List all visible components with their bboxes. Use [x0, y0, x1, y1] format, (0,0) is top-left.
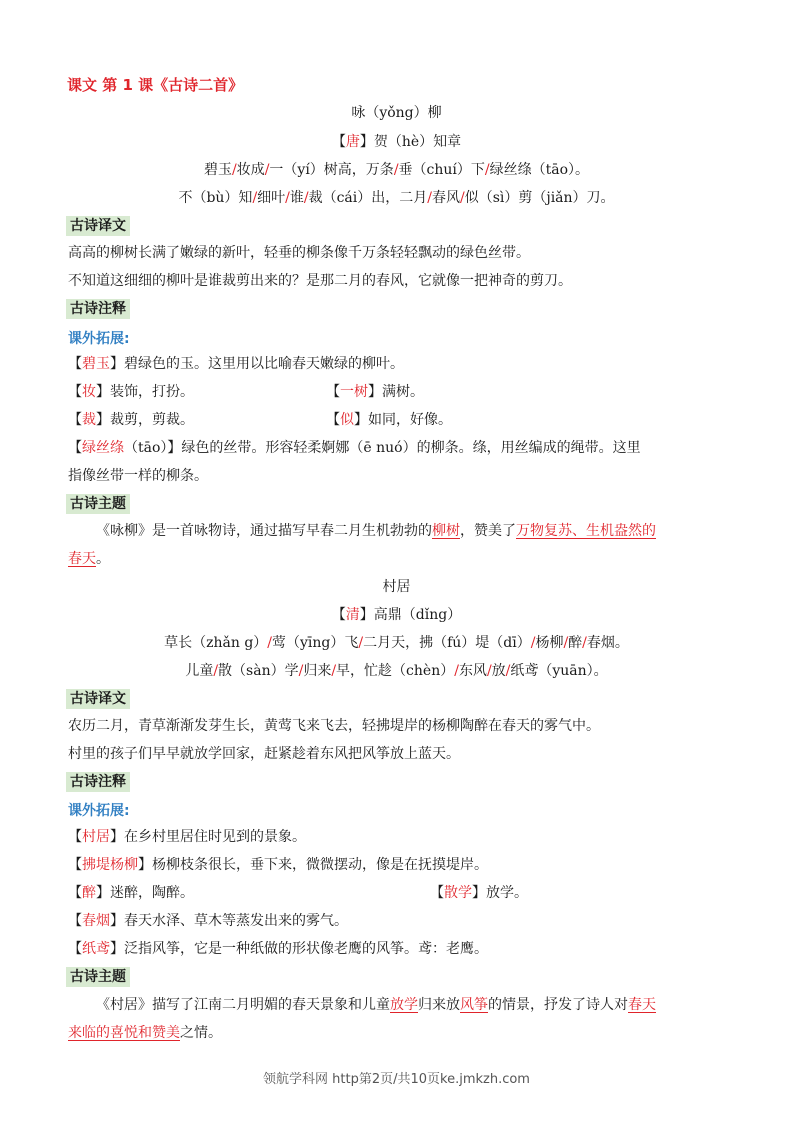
note-text: 迷醉，陶醉。 — [110, 885, 194, 901]
theme-line — [96, 522, 656, 540]
note-text: 春天水泽、草木等蒸发出来的雾气。 — [124, 913, 348, 929]
note-text: 装饰，打扮。 — [110, 384, 194, 400]
poem1-author-name: 】贺（hè）知章 — [359, 134, 462, 150]
verse-seg: 绿丝绦（tāo）。 — [489, 162, 590, 178]
slash: / — [427, 190, 432, 206]
note-text: 如同，好像。 — [368, 412, 452, 428]
slash: / — [486, 663, 492, 679]
note-term: 裁 — [82, 412, 96, 428]
verse-seg: 不（bù）知 — [178, 190, 253, 206]
verse-seg: 似（sì）剪（jiǎn）刀。 — [464, 190, 615, 206]
note-text: 杨柳枝条很长，垂下来，微微摆动，像是在抚摸堤岸。 — [152, 857, 488, 873]
theme-text: 的情景，抒发了诗人对 — [488, 997, 628, 1013]
translation-line: 高高的柳树长满了嫩绿的新叶，轻垂的柳条像千万条轻轻飘动的绿色丝带。 — [68, 245, 530, 261]
slash: / — [331, 663, 337, 679]
section-heading-translation: 古诗译文 — [66, 689, 130, 709]
verse-seg: 早，忙趁（chèn） — [336, 663, 455, 679]
poem2-dynasty: 清 — [345, 607, 360, 623]
verse-seg: 春风 — [431, 190, 460, 206]
bracket-open: 【 — [331, 134, 346, 150]
slash: / — [530, 635, 536, 651]
note-term: 村居 — [82, 829, 110, 845]
verse-seg: 归来 — [303, 663, 332, 679]
verse-seg: 谁 — [289, 190, 304, 206]
slash: / — [298, 663, 304, 679]
theme-highlight: 放学 — [390, 997, 418, 1013]
note-term: 散学 — [444, 885, 472, 901]
theme-text: 归来放 — [418, 997, 460, 1013]
note-item: 【纸鸢】泛指风筝，它是一种纸做的形状像老鹰的风筝。鸢：老鹰。 — [68, 941, 488, 957]
translation-line: 不知道这细细的柳叶是谁裁剪出来的？是那二月的春风，它就像一把神奇的剪刀。 — [68, 273, 572, 289]
theme-highlight: 风筝 — [460, 997, 488, 1013]
note-text: 裁剪，剪裁。 — [110, 412, 194, 428]
theme-line — [96, 996, 656, 1014]
poem2-author-name: 】高鼎（dǐng） — [359, 607, 462, 623]
verse-seg: 纸鸢（yuān）。 — [510, 663, 608, 679]
slash: / — [484, 162, 490, 178]
slash: / — [454, 663, 459, 679]
note-text-continued: 指像丝带一样的柳条。 — [68, 468, 208, 484]
note-text: 满树。 — [382, 384, 424, 400]
note-item: 【醉】迷醉，陶醉。 — [68, 885, 194, 901]
verse-seg: 细叶 — [257, 190, 286, 206]
verse-seg: 春烟。 — [586, 635, 629, 651]
theme-text: ，赞美了 — [460, 523, 516, 539]
note-item: 【村居】在乡村里居住时见到的景象。 — [68, 829, 306, 845]
theme-highlight: 春天 — [628, 997, 656, 1013]
slash: / — [231, 162, 237, 178]
slash: / — [393, 162, 399, 178]
verse-seg: 二月天，拂（fú）堤（dī） — [363, 635, 531, 651]
verse-seg: 草长（zhǎn g） — [164, 635, 268, 651]
note-term: 醉 — [82, 885, 96, 901]
note-item: 【碧玉】碧绿色的玉。这里用以比喻春天嫩绿的柳叶。 — [68, 356, 404, 372]
verse-seg: 杨柳 — [535, 635, 564, 651]
note-pinyin: （tāo） — [124, 440, 168, 456]
theme-highlight: 来临的喜悦和赞美 — [68, 1025, 180, 1041]
note-term: 拂堤杨柳 — [82, 857, 138, 873]
theme-line — [68, 550, 110, 568]
note-item: 【绿丝绦（tāo）】绿色的丝带。形容轻柔婀娜（ē nuó）的柳条。绦，用丝编成的绳带。这里 — [68, 440, 641, 456]
section-heading-notes: 古诗注释 — [66, 772, 130, 792]
theme-text: 《村居》描写了江南二月明媚的春天景象和儿童 — [96, 997, 390, 1013]
note-text: 在乡村里居住时见到的景象。 — [124, 829, 306, 845]
extension-label: 课外拓展: — [68, 803, 130, 819]
slash: / — [213, 663, 219, 679]
note-text: 绿色的丝带。形容轻柔婀娜（ē nuó）的柳条。绦，用丝编成的绳带。这里 — [181, 440, 641, 456]
note-term: 妆 — [82, 384, 96, 400]
verse-seg: 一（yí）树高，万条 — [269, 162, 394, 178]
poem1-line2 — [0, 189, 793, 207]
poem1-line1 — [0, 161, 793, 179]
verse-seg: 莺（yīng）飞 — [272, 635, 359, 651]
poem2-line1 — [0, 634, 793, 652]
theme-text: 《咏柳》是一首咏物诗，通过描写早春二月生机勃勃的 — [96, 523, 432, 539]
verse-seg: 妆成 — [236, 162, 265, 178]
note-item: 【似】如同，好像。 — [326, 412, 452, 428]
theme-highlight: 柳树 — [432, 523, 460, 539]
poem2-title: 村居 — [382, 579, 411, 595]
poem2-line2 — [0, 662, 793, 680]
page-footer: 领航学科网 http第2页/共10页ke.jmkzh.com — [263, 1072, 530, 1087]
section-heading-translation: 古诗译文 — [66, 216, 130, 236]
theme-highlight: 春天 — [68, 551, 96, 567]
note-term: 纸鸢 — [82, 941, 110, 957]
poem1-dynasty: 唐 — [345, 134, 360, 150]
note-term: 似 — [340, 412, 354, 428]
verse-seg: 醉 — [568, 635, 583, 651]
slash: / — [459, 190, 465, 206]
section-heading-theme: 古诗主题 — [66, 967, 130, 987]
note-text: 泛指风筝，它是一种纸做的形状像老鹰的风筝。鸢：老鹰。 — [124, 941, 488, 957]
slash: / — [264, 162, 270, 178]
theme-text: 。 — [96, 551, 110, 567]
slash: / — [303, 190, 309, 206]
theme-highlight: 万物复苏、生机盎然的 — [516, 523, 656, 539]
slash: / — [285, 190, 290, 206]
bracket-open: 【 — [331, 607, 346, 623]
note-item: 【散学】放学。 — [430, 885, 528, 901]
slash: / — [358, 635, 364, 651]
note-item: 【春烟】春天水泽、草木等蒸发出来的雾气。 — [68, 913, 348, 929]
poem1-author — [0, 133, 793, 151]
slash: / — [505, 663, 511, 679]
note-text: 放学。 — [486, 885, 528, 901]
verse-seg: 东风 — [458, 663, 487, 679]
note-item: 【拂堤杨柳】杨柳枝条很长，垂下来，微微摆动，像是在抚摸堤岸。 — [68, 857, 488, 873]
note-term: 绿丝绦 — [82, 440, 124, 456]
section-heading-notes: 古诗注释 — [66, 299, 130, 319]
note-item: 【一树】满树。 — [326, 384, 424, 400]
note-item: 【裁】裁剪，剪裁。 — [68, 412, 194, 428]
poem1-title: 咏（yǒng）柳 — [351, 105, 442, 121]
note-term: 一树 — [340, 384, 368, 400]
note-item: 【妆】装饰，打扮。 — [68, 384, 194, 400]
slash: / — [252, 190, 258, 206]
note-term: 碧玉 — [82, 356, 110, 372]
slash: / — [563, 635, 569, 651]
section-heading-theme: 古诗主题 — [66, 494, 130, 514]
extension-label: 课外拓展: — [68, 331, 130, 347]
lesson-title: 课文 第 1 课《古诗二首》 — [67, 76, 244, 94]
translation-line: 村里的孩子们早早就放学回家，赶紧趁着东风把风筝放上蓝天。 — [68, 746, 460, 762]
theme-text: 之情。 — [180, 1025, 222, 1041]
verse-seg: 放 — [491, 663, 506, 679]
verse-seg: 垂（chuí）下 — [398, 162, 485, 178]
note-term: 春烟 — [82, 913, 110, 929]
verse-seg: 散（sàn）学 — [218, 663, 299, 679]
verse-seg: 儿童 — [185, 663, 214, 679]
poem2-author — [0, 606, 793, 624]
note-text: 碧绿色的玉。这里用以比喻春天嫩绿的柳叶。 — [124, 356, 404, 372]
verse-seg: 裁（cái）出，二月 — [308, 190, 428, 206]
theme-line — [68, 1024, 222, 1042]
verse-seg: 碧玉 — [203, 162, 232, 178]
slash: / — [582, 635, 587, 651]
slash: / — [267, 635, 272, 651]
translation-line: 农历二月，青草渐渐发芽生长，黄莺飞来飞去，轻拂堤岸的杨柳陶醉在春天的雾气中。 — [68, 718, 600, 734]
